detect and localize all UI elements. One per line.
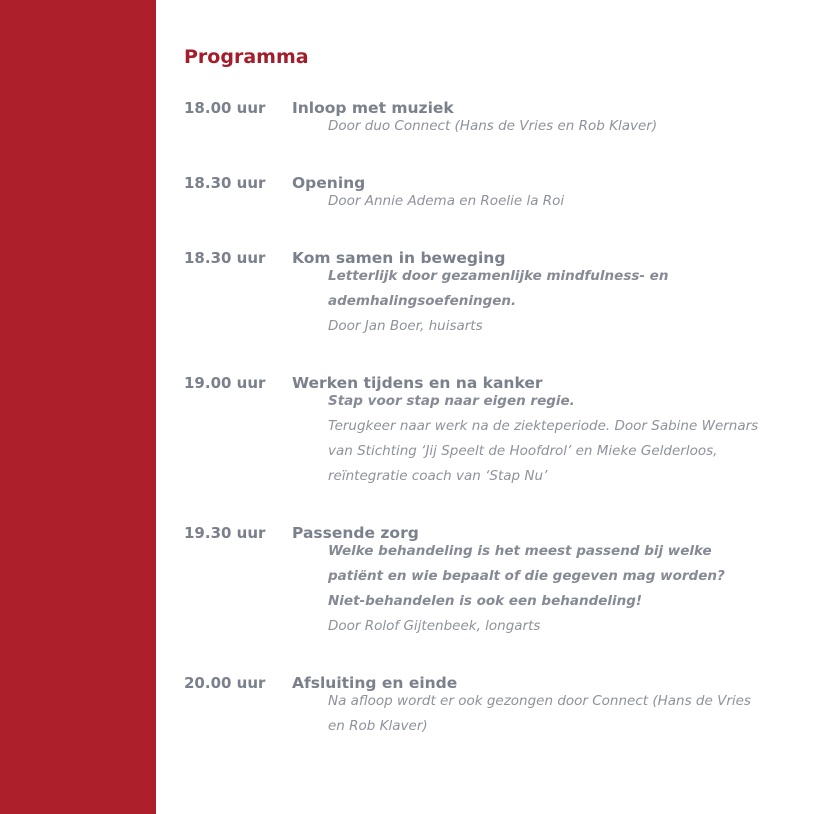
- program-detail-line: Door Annie Adema en Roelie la Roi: [328, 193, 565, 209]
- program-detail-line: en Rob Klaver): [328, 718, 428, 734]
- program-time: 18.00 uur: [184, 99, 266, 117]
- program-title: Afsluiting en einde: [292, 674, 458, 692]
- program-time: 19.30 uur: [184, 524, 266, 542]
- program-details: [328, 389, 798, 489]
- program-detail-line: Door duo Connect (Hans de Vries en Rob Klaver): [328, 118, 658, 134]
- program-time: 18.30 uur: [184, 249, 266, 267]
- program-detail-line: Stap voor stap naar eigen regie.: [328, 393, 575, 409]
- program-detail-line: Letterlijk door gezamenlijke mindfulness- en: [328, 268, 669, 284]
- program-detail-line: Niet-behandelen is ook een behandeling!: [328, 593, 643, 609]
- program-detail-line: patiënt en wie bepaalt of die gegeven mag worden?: [328, 568, 725, 584]
- program-title: Kom samen in beweging: [292, 249, 506, 267]
- program-detail-line: ademhalingsoefeningen.: [328, 293, 517, 309]
- program-details: [328, 264, 798, 339]
- page-title: Programma: [184, 46, 309, 68]
- program-detail-line: Terugkeer naar werk na de ziekteperiode. Door Sabine Wernars: [328, 418, 759, 434]
- program-detail-line: Na afloop wordt er ook gezongen door Connect (Hans de Vries: [328, 693, 751, 709]
- program-details: [328, 114, 798, 139]
- program-detail-line: reïntegratie coach van ‘Stap Nu’: [328, 468, 548, 484]
- program-details: [328, 189, 798, 214]
- program-title: Opening: [292, 174, 366, 192]
- program-time: 19.00 uur: [184, 374, 266, 392]
- program-detail-line: van Stichting ‘Jij Speelt de Hoofdrol’ en Mieke Gelderloos,: [328, 443, 718, 459]
- program-detail-line: Door Rolof Gijtenbeek, longarts: [328, 618, 541, 634]
- program-title: Inloop met muziek: [292, 99, 454, 117]
- program-details: [328, 689, 798, 739]
- program-title: Werken tijdens en na kanker: [292, 374, 543, 392]
- program-detail-line: Welke behandeling is het meest passend bij welke: [328, 543, 712, 559]
- sidebar-accent-bar: [0, 0, 156, 814]
- program-time: 18.30 uur: [184, 174, 266, 192]
- program-time: 20.00 uur: [184, 674, 266, 692]
- program-details: [328, 539, 798, 639]
- program-detail-line: Door Jan Boer, huisarts: [328, 318, 483, 334]
- program-title: Passende zorg: [292, 524, 419, 542]
